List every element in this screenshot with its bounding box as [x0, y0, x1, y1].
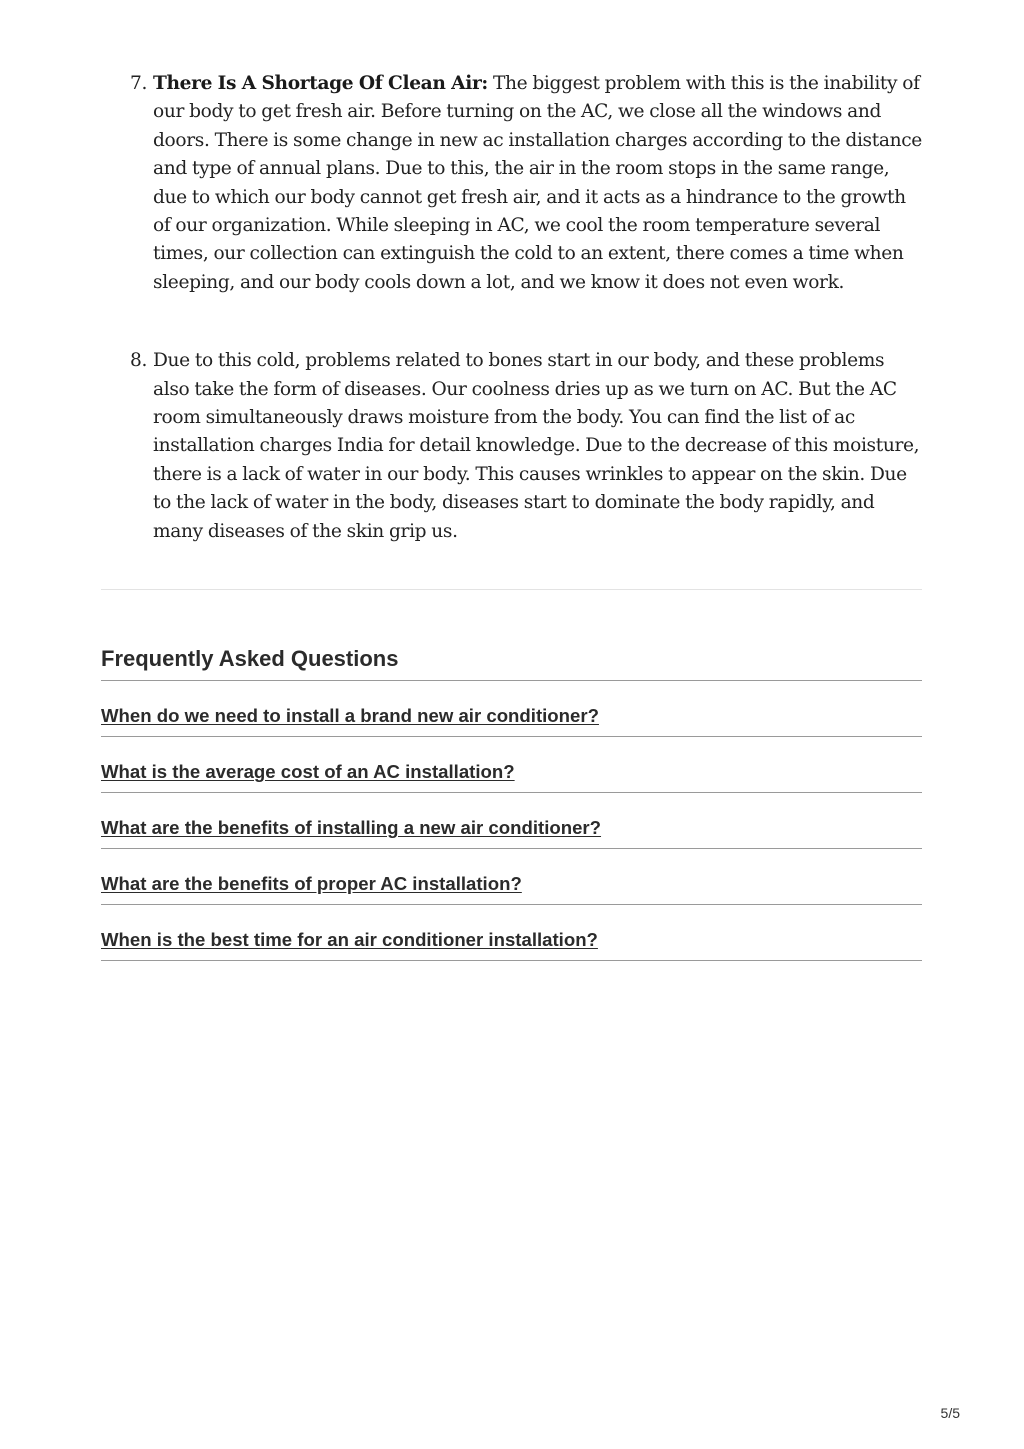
list-item-text: Due to this cold, problems related to bones start in our body, and these problems also take the form of diseases. Our coolness dries up as we turn on AC. But the AC room simultaneously draws moisture from the body. You can find the list of ac installation charges India for detail knowledge. Due to the decrease of this moisture, there is a lack of water in our body. This causes wrinkles to appear on the skin. Due to the lack of water in the body, diseases start to dominate the body rapidly, and many diseases of the skin grip us.: [153, 350, 920, 542]
list-item-7: [101, 70, 922, 297]
faq-title: Frequently Asked Questions: [101, 646, 922, 681]
faq-list: [101, 681, 922, 961]
faq-question-link[interactable]: What are the benefits of installing a new air conditioner?: [101, 817, 602, 839]
faq-question-link[interactable]: What are the benefits of proper AC installation?: [101, 873, 522, 895]
faq-question-link[interactable]: When is the best time for an air conditioner installation?: [101, 929, 598, 951]
faq-question-link[interactable]: What is the average cost of an AC installation?: [101, 761, 515, 783]
faq-item: [101, 681, 922, 737]
list-item-text: The biggest problem with this is the inability of our body to get fresh air. Before turning on the AC, we close all the windows and doors. There is some change in new ac installation charges according to the distance and type of annual plans. Due to this, the air in the room stops in the same range, due to which our body cannot get fresh air, and it acts as a hindrance to the growth of our organization. While sleeping in AC, we cool the room temperature several times, our collection can extinguish the cold to an extent, there comes a time when sleeping, and our body cools down a lot, and we know it does not even work.: [153, 73, 922, 293]
list-item-heading: There Is A Shortage Of Clean Air:: [153, 73, 488, 94]
faq-item: [101, 905, 922, 961]
faq-question-link[interactable]: When do we need to install a brand new air conditioner?: [101, 705, 599, 727]
page-number: 5/5: [940, 1405, 960, 1421]
faq-item: [101, 737, 922, 793]
list-item-number: 8.: [130, 350, 148, 372]
faq-section: [101, 646, 922, 961]
article-numbered-list: [101, 70, 922, 546]
list-item-8: [101, 347, 922, 546]
faq-item: [101, 849, 922, 905]
page-content: [101, 70, 922, 961]
faq-item: [101, 793, 922, 849]
list-item-number: 7.: [130, 73, 148, 94]
section-divider: [101, 589, 922, 590]
